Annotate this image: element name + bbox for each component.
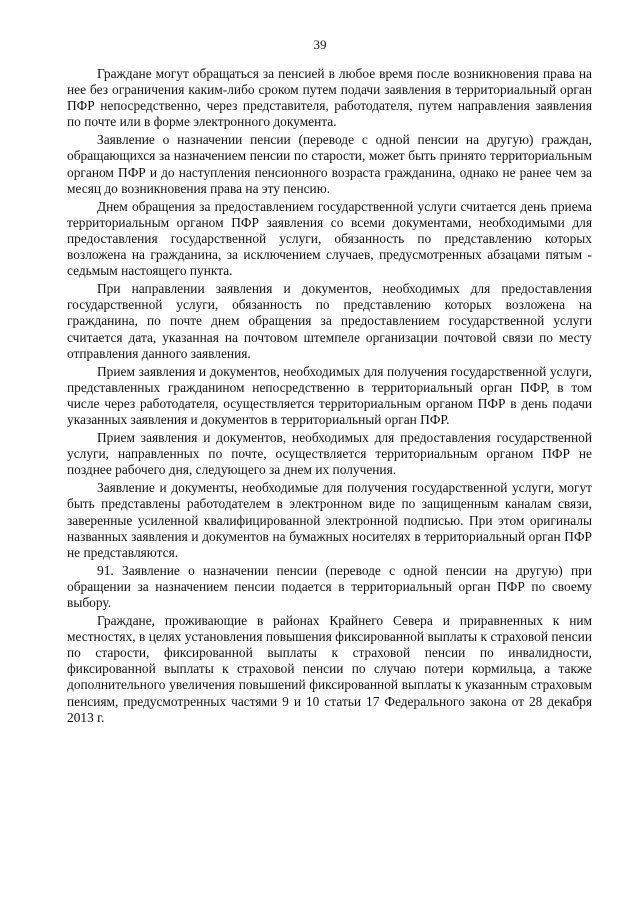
document-body bbox=[67, 66, 592, 726]
paragraph-2: Заявление о назначении пенсии (переводе с одной пенсии на другую) граждан, обращающихся за назначением пенсии по старости, может быть принято территориальным органом ПФР и до наступления пенсионного возраста гражданина, однако не ранее чем за месяц до возникновения права на эту пенсию. bbox=[67, 132, 592, 196]
paragraph-9: Граждане, проживающие в районах Крайнего Севера и приравненных к ним местностях, в целях установления повышения фиксированной выплаты к страховой пенсии по старости, фиксированной выплаты к страховой пенсии по инвалидности, фиксированной выплаты к страховой пенсии по случаю потери кормильца, а также дополнительного увеличения повышений фиксированной выплаты к указанным страховым пенсиям, предусмотренных частями 9 и 10 статьи 17 Федерального закона от 28 декабря 2013 г. bbox=[67, 613, 592, 725]
paragraph-3: Днем обращения за предоставлением государственной услуги считается день приема территориальным органом ПФР заявления со всеми документами, необходимыми для предоставления государственной услуги, обязанность по представлению которых возложена на гражданина, за исключением случаев, предусмотренных абзацами пятым - седьмым настоящего пункта. bbox=[67, 198, 592, 279]
paragraph-8-item-91: 91. Заявление о назначении пенсии (переводе с одной пенсии на другую) при обращении за назначением пенсии подается в территориальный орган ПФР по своему выбору. bbox=[67, 562, 592, 610]
page-number: 39 bbox=[313, 37, 327, 52]
paragraph-4: При направлении заявления и документов, необходимых для предоставления государственной услуги, обязанность по представлению которых возложена на гражданина, по почте днем обращения за предоставлением государственной услуги считается дата, указанная на почтовом штемпеле организации почтовой связи по месту отправления данного заявления. bbox=[67, 281, 592, 361]
paragraph-5: Прием заявления и документов, необходимых для получения государственной услуги, представленных гражданином непосредственно в территориальный орган ПФР, в том числе через работодателя, осуществляется территориальным органом ПФР в день подачи указанных заявления и документов в территориальный орган ПФР. bbox=[67, 363, 592, 427]
paragraph-7: Заявление и документы, необходимые для получения государственной услуги, могут быть представлены работодателем в электронном виде по защищенным каналам связи, заверенные усиленной квалифицированной электронной подписью. При этом оригиналы названных заявления и документов на бумажных носителях в территориальный орган ПФР не представляются. bbox=[67, 480, 592, 560]
paragraph-6: Прием заявления и документов, необходимых для предоставления государственной услуги, направленных по почте, осуществляется территориальным органом ПФР не позднее рабочего дня, следующего за днем их получения. bbox=[67, 430, 592, 478]
paragraph-1: Граждане могут обращаться за пенсией в любое время после возникновения права на нее без ограничения каким-либо сроком путем подачи заявления в территориальный орган ПФР непосредственно, через представителя, работодателя, путем направления заявления по почте или в форме электронного документа. bbox=[67, 66, 592, 130]
